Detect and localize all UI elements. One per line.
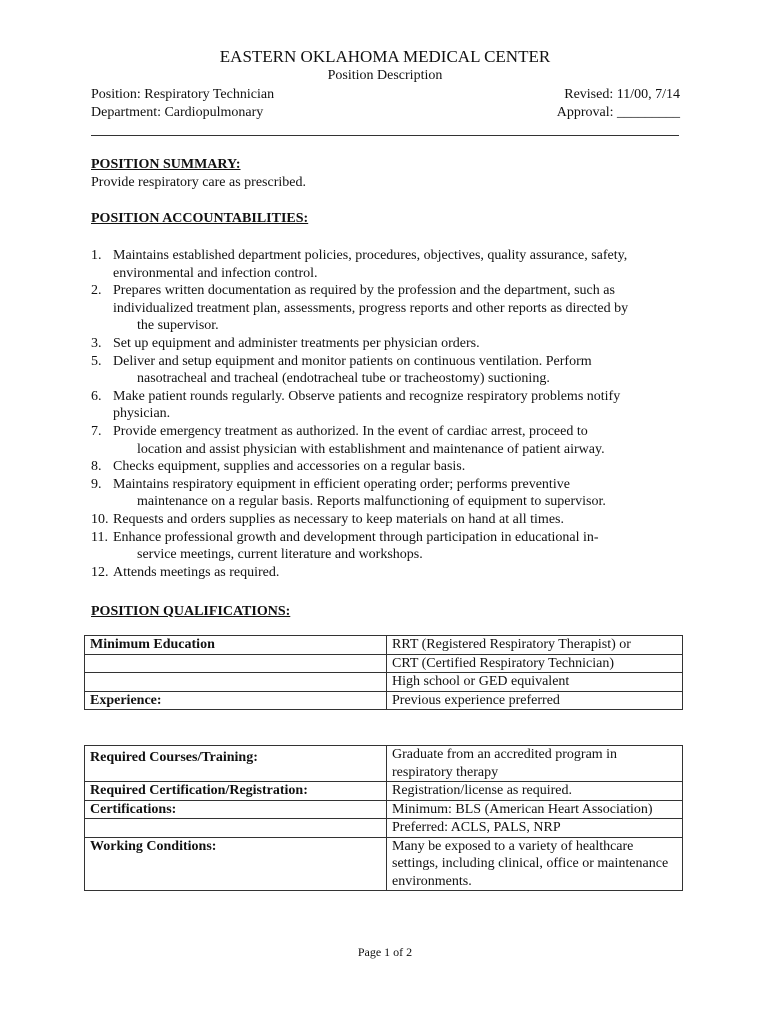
accountabilities-heading: POSITION ACCOUNTABILITIES: [91,211,309,226]
item-text: Provide emergency treatment as authorized. In the event of cardiac arrest, proceed to [113,423,588,439]
item-text: Prepares written documentation as required by the profession and the department, such as [113,283,615,299]
item-text: Requests and orders supplies as necessary to keep materials on hand at all times. [113,511,564,527]
item-number: 12. [91,564,109,580]
item-text: Enhance professional growth and development through participation in educational in- [113,529,599,545]
list-item [91,529,691,564]
item-number: 9. [91,476,102,492]
list-item [91,282,691,335]
item-text: Attends meetings as required. [113,564,280,580]
page-number: Page 1 of 2 [357,945,413,959]
item-text: environmental and infection control. [113,265,318,281]
item-number: 1. [91,248,102,263]
row-label: Certifications: [85,800,387,819]
list-item [91,335,691,353]
summary-heading: POSITION SUMMARY: [91,157,241,172]
item-text: Make patient rounds regularly. Observe patients and recognize respiratory problems notify [113,388,621,404]
item-text: physician. [113,406,171,422]
row-value: Graduate from an accredited program in respiratory therapy [387,746,683,782]
position-field: Position: Respiratory Technician [91,87,275,102]
table-row [85,800,683,819]
row-value: Registration/license as required. [387,782,683,801]
item-number: 2. [91,283,102,299]
revised-field: Revised: 11/00, 7/14 [564,87,680,102]
item-number: 7. [91,423,102,439]
table-row [85,691,683,710]
row-label: Required Courses/Training: [85,746,387,782]
item-text: Deliver and setup equipment and monitor patients on continuous ventilation. Perform [113,353,592,369]
row-label: Experience: [85,691,387,710]
item-text: Maintains established department policies, procedures, objectives, quality assurance, safety, [113,248,628,263]
item-number: 10. [91,511,109,527]
item-text: Set up equipment and administer treatments per physician orders. [113,335,480,351]
item-text: service meetings, current literature and workshops. [137,547,423,563]
table-row [85,654,683,673]
row-value: Minimum: BLS (American Heart Association) [387,800,683,819]
row-label [85,673,387,692]
row-value: High school or GED equivalent [387,673,683,692]
list-item [91,423,691,458]
document-type: Position Description [327,68,443,83]
item-number: 8. [91,459,102,475]
item-number: 3. [91,335,102,351]
list-item [91,564,691,582]
item-number: 11. [91,529,108,545]
table-row [85,782,683,801]
row-label: Minimum Education [85,636,387,655]
item-number: 6. [91,388,102,404]
row-label [85,819,387,838]
item-number: 5. [91,353,102,369]
accountabilities-list [91,247,691,581]
item-text: nasotracheal and tracheal (endotracheal tube or tracheostomy) suctioning. [137,371,550,387]
row-label [85,654,387,673]
row-value: Previous experience preferred [387,691,683,710]
item-text: maintenance on a regular basis. Reports malfunctioning of equipment to supervisor. [137,494,606,510]
table-row [85,837,683,891]
item-text: the supervisor. [137,318,219,334]
item-text: individualized treatment plan, assessments, progress reports and other reports as directed by [113,300,629,316]
qualifications-table-education [84,635,683,710]
list-item [91,458,691,476]
row-value: RRT (Registered Respiratory Therapist) or [387,636,683,655]
list-item [91,476,691,511]
item-text: Maintains respiratory equipment in efficient operating order; performs preventive [113,476,570,492]
list-item [91,247,691,282]
table-row [85,746,683,782]
list-item [91,353,691,388]
row-label: Working Conditions: [85,837,387,891]
approval-field: Approval: _________ [556,105,680,120]
table-row [85,673,683,692]
row-value: CRT (Certified Respiratory Technician) [387,654,683,673]
item-text: Checks equipment, supplies and accessories on a regular basis. [113,459,466,475]
table-row [85,819,683,838]
list-item [91,511,691,529]
department-field: Department: Cardiopulmonary [91,105,264,120]
qualifications-table-requirements [84,745,683,891]
table-row [85,636,683,655]
qualifications-heading: POSITION QUALIFICATIONS: [91,604,291,619]
item-text: location and assist physician with establishment and maintenance of patient airway. [137,441,605,457]
organization-title: EASTERN OKLAHOMA MEDICAL CENTER [219,47,551,66]
header-divider [91,135,679,136]
list-item [91,388,691,423]
row-label: Required Certification/Registration: [85,782,387,801]
row-value: Preferred: ACLS, PALS, NRP [387,819,683,838]
summary-text: Provide respiratory care as prescribed. [91,175,306,190]
row-value: Many be exposed to a variety of healthcare settings, including clinical, office or maintenance environments. [387,837,683,891]
